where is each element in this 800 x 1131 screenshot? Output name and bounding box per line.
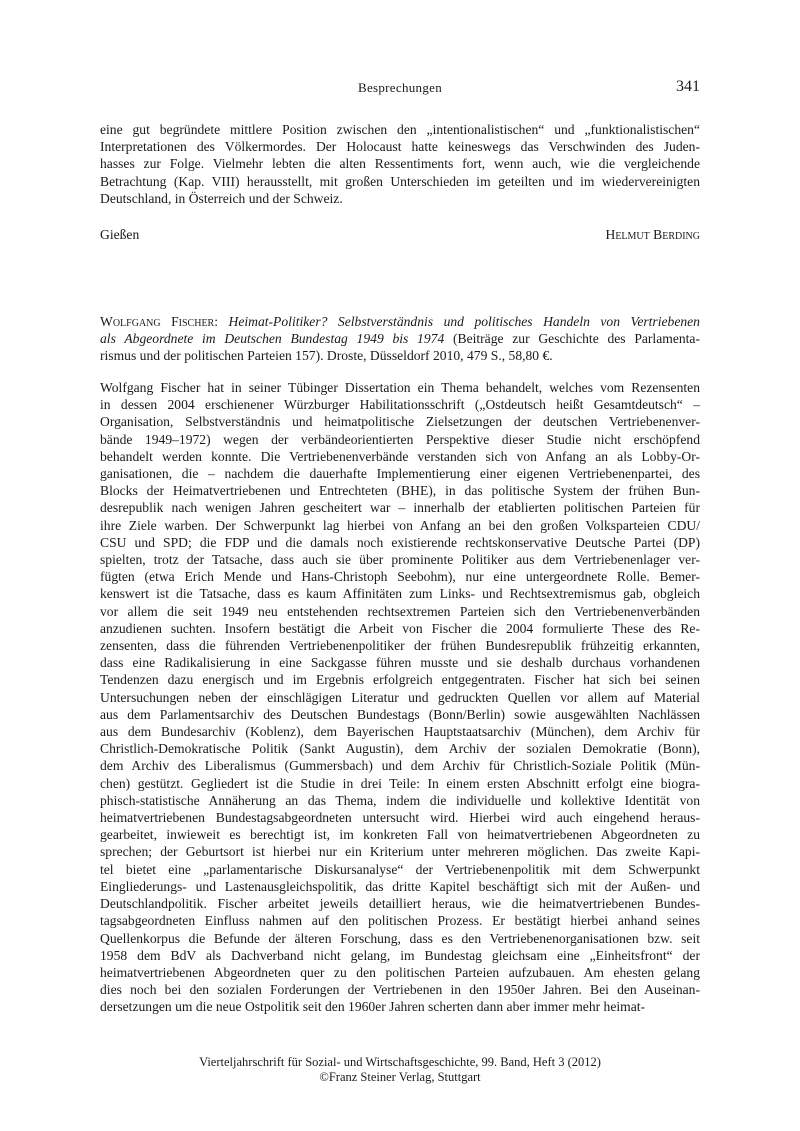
intro-paragraph: [100, 121, 700, 207]
body-line: Untersuchungen neben der einschlägigen Literatur und gedruckten Quellen vor allem auf Material: [100, 689, 700, 705]
body-line: dies noch bei den sozialen Forderungen der Vertriebenen in den 1950er Jahren. Bei den Auseinan-: [100, 982, 700, 998]
body-line: vor allem die seit 1949 neu entstehenden rechtsextremen Parteien sich den Vertriebenenverbänden: [100, 603, 700, 619]
body-line: Deutschlandpolitik. Fischer arbeitet jeweils detailliert heraus, wie die heimatvertriebenen Bundes-: [100, 896, 700, 912]
body-line: heimatvertriebenen Abgeordneten quer zu den politischen Parteien aufzubauen. Am ehesten gelang: [100, 964, 700, 980]
review-heading: [100, 313, 700, 365]
body-line: Wolfgang Fischer hat in seiner Tübinger Dissertation ein Thema behandelt, welches vom Rezensenten: [100, 380, 700, 395]
page-number: 341: [676, 78, 700, 95]
heading-line-3: rismus und der politischen Parteien 157). Droste, Düsseldorf 2010, 479 S., 58,80 €.: [100, 348, 553, 364]
body-line: anzudienen suchten. Insofern bestätigt die Arbeit von Fischer die 2004 formulierte These des Re-: [100, 620, 700, 636]
body-line: ganisationen, die – nachdem die dauerhafte Implementierung einer eigenen Vertriebenenpartei, des: [100, 466, 700, 482]
body-line: spielten, trotz der Tatsache, dass auch sie über prominente Politiker aus dem Vertriebenenlager ver-: [100, 552, 700, 568]
reviewed-author: Wolfgang Fischer: [100, 314, 215, 329]
body-line: phisch-statistische Annäherung an das Thema, indem die individuelle und kollektive Identität von: [100, 792, 700, 808]
book-title-part2: als Abgeordnete im Deutschen Bundestag 1949 bis 1974: [100, 331, 445, 347]
body-line: Tendenzen dazu energisch und im Ergebnis erfolgreich entgegentraten. Fischer hat sich bei seinen: [100, 672, 700, 688]
body-line: gearbeitet, inwieweit es berechtigt ist, im konkreten Fall von heimatvertriebenen Abgeordneten zu: [100, 827, 700, 843]
body-line: heimatvertriebenen Bundestagsabgeordneten untersucht wird. Hierbei wird auch eingehend heraus-: [100, 810, 700, 826]
body-line: Blocks der Heimatvertriebenen und Entrechteten (BHE), in das politische System der frühen Bun-: [100, 483, 700, 499]
body-line: desrepublik nach wenigen Jahren gescheitert war – innerhalb der etablierten politischen Parteien für: [100, 500, 700, 516]
running-title: Besprechungen: [357, 80, 443, 95]
body-line: kenswert ist die Tatsache, dass es kaum Affinitäten zum Links- und Rechtsextremismus gab, obgleich: [100, 586, 700, 602]
body-line: ihre Ziele warben. Der Schwerpunkt lag hierbei von Anfang an bei den großen Volksparteien CDU/: [100, 517, 700, 533]
body-line: Quellenkorpus die Befunde der älteren Forschung, dass es den Vertriebenenorganisationen bzw. seit: [100, 930, 700, 946]
heading-line-1: [100, 313, 700, 330]
book-series-part1: (Beiträge zur Geschichte des Parlamenta-: [444, 331, 700, 347]
body-line: behandelt werden konnte. Die Vertriebenenverbände verstanden sich von Anfang an als Lobby-Or-: [100, 448, 700, 464]
footer-journal: Vierteljahrschrift für Sozial- und Wirtschaftsgeschichte, 99. Band, Heft 3 (2012): [199, 1055, 601, 1069]
body-line: tel bietet eine „parlamentarische Diskursanalyse“ der Vertriebenenpolitik mit dem Schwerpunkt: [100, 861, 700, 877]
body-line: dem Archiv des Liberalismus (Gummersbach) und dem Archiv für Christlich-Soziale Politik (Mün-: [100, 758, 700, 774]
intro-line: Betrachtung (Kap. VIII) herausstellt, mit großen Unterschieden im geteilten und im wiedervereinigten: [100, 173, 700, 189]
body-line: tagsabgeordneten Einfluss nahmen auf den politischen Prozess. Er bestätigt hierbei anhand seines: [100, 913, 700, 929]
intro-line: hasses zur Folge. Vielmehr lebten die alten Ressentiments fort, wenn auch, wie die vergleichende: [100, 156, 700, 172]
body-line: aus dem Parlamentsarchiv des Deutschen Bundestags (Bonn/Berlin) sowie ausgewählten Nachlässen: [100, 706, 700, 722]
book-title-part1: Heimat-Politiker? Selbstverständnis und politisches Handeln von Vertriebenen: [228, 314, 700, 329]
body-line: Organisation, Selbstverständnis und heimatpolitische Zielsetzungen der deutschen Vertriebenenver-: [100, 414, 700, 430]
body-line: Eingliederungs- und Lastenausgleichspolitik, das dritte Kapitel beschäftigt sich mit der Außen- und: [100, 878, 700, 894]
body-line: dersetzungen um die neue Ostpolitik seit den 1960er Jahren scherten dann aber immer mehr heimat-: [100, 999, 646, 1015]
heading-line-2: [100, 330, 700, 347]
footer-publisher: ©Franz Steiner Verlag, Stuttgart: [319, 1070, 481, 1084]
body-line: CSU und SPD; die FDP und die damals noch existierende rechtskonservative Deutsche Partei (DP): [100, 534, 700, 550]
body-line: 1958 dem BdV als Dachverband nicht gelang, im Bundestag gleichsam eine „Einheitsfront“ der: [100, 947, 700, 963]
body-line: fügten (etwa Erich Mende und Hans-Christoph Seebohm), nur eine untergeordnete Rolle. Bemer-: [100, 569, 700, 585]
intro-line: Deutschland, in Österreich und der Schweiz.: [100, 190, 343, 206]
body-line: dass eine Radikalisierung in eine Sackgasse führen musste und sie deshalb durchaus vorhandenen: [100, 655, 700, 671]
signature-place: Gießen: [100, 227, 140, 242]
review-body-paragraph: [100, 379, 700, 1016]
body-line: aus dem Bundesarchiv (Koblenz), dem Bayerischen Hauptstaatsarchiv (München), dem Archiv für: [100, 724, 700, 740]
signature-author: Helmut Berding: [605, 227, 700, 242]
intro-line: Interpretationen des Völkermordes. Der Holocaust hatte keineswegs das Verschwinden des Juden-: [100, 139, 700, 155]
heading-colon: :: [214, 314, 229, 329]
body-line: chen) gestützt. Gegliedert ist die Studie in drei Teile: In einem ersten Abschnitt erfolgt eine biogra-: [100, 775, 700, 791]
page-header: [100, 78, 700, 102]
body-line: sprechen; der Geburtsort ist hierbei nur ein Kriterium unter mehreren möglichen. Das zweite Kapi-: [100, 844, 700, 860]
body-line: zensenten, dass die führenden Vertriebenenpolitiker der frühen Bundesrepublik frühzeitig erkannten,: [100, 638, 700, 654]
page-footer: [100, 1055, 700, 1085]
intro-line: eine gut begründete mittlere Position zwischen den „intentionalistischen“ und „funktionalistischen“: [100, 122, 700, 137]
body-line: Christlich-Demokratische Politik (Sankt Augustin), dem Archiv der sozialen Demokratie (Bonn),: [100, 741, 700, 757]
body-line: bände 1949–1972) wegen der verbändeorientierten Perspektive dieser Studie nicht erschöpfend: [100, 431, 700, 447]
body-line: in dessen 2004 erschienener Würzburger Habilitationsschrift („Ostdeutsch heißt Gesamtdeutsch“ –: [100, 397, 700, 413]
